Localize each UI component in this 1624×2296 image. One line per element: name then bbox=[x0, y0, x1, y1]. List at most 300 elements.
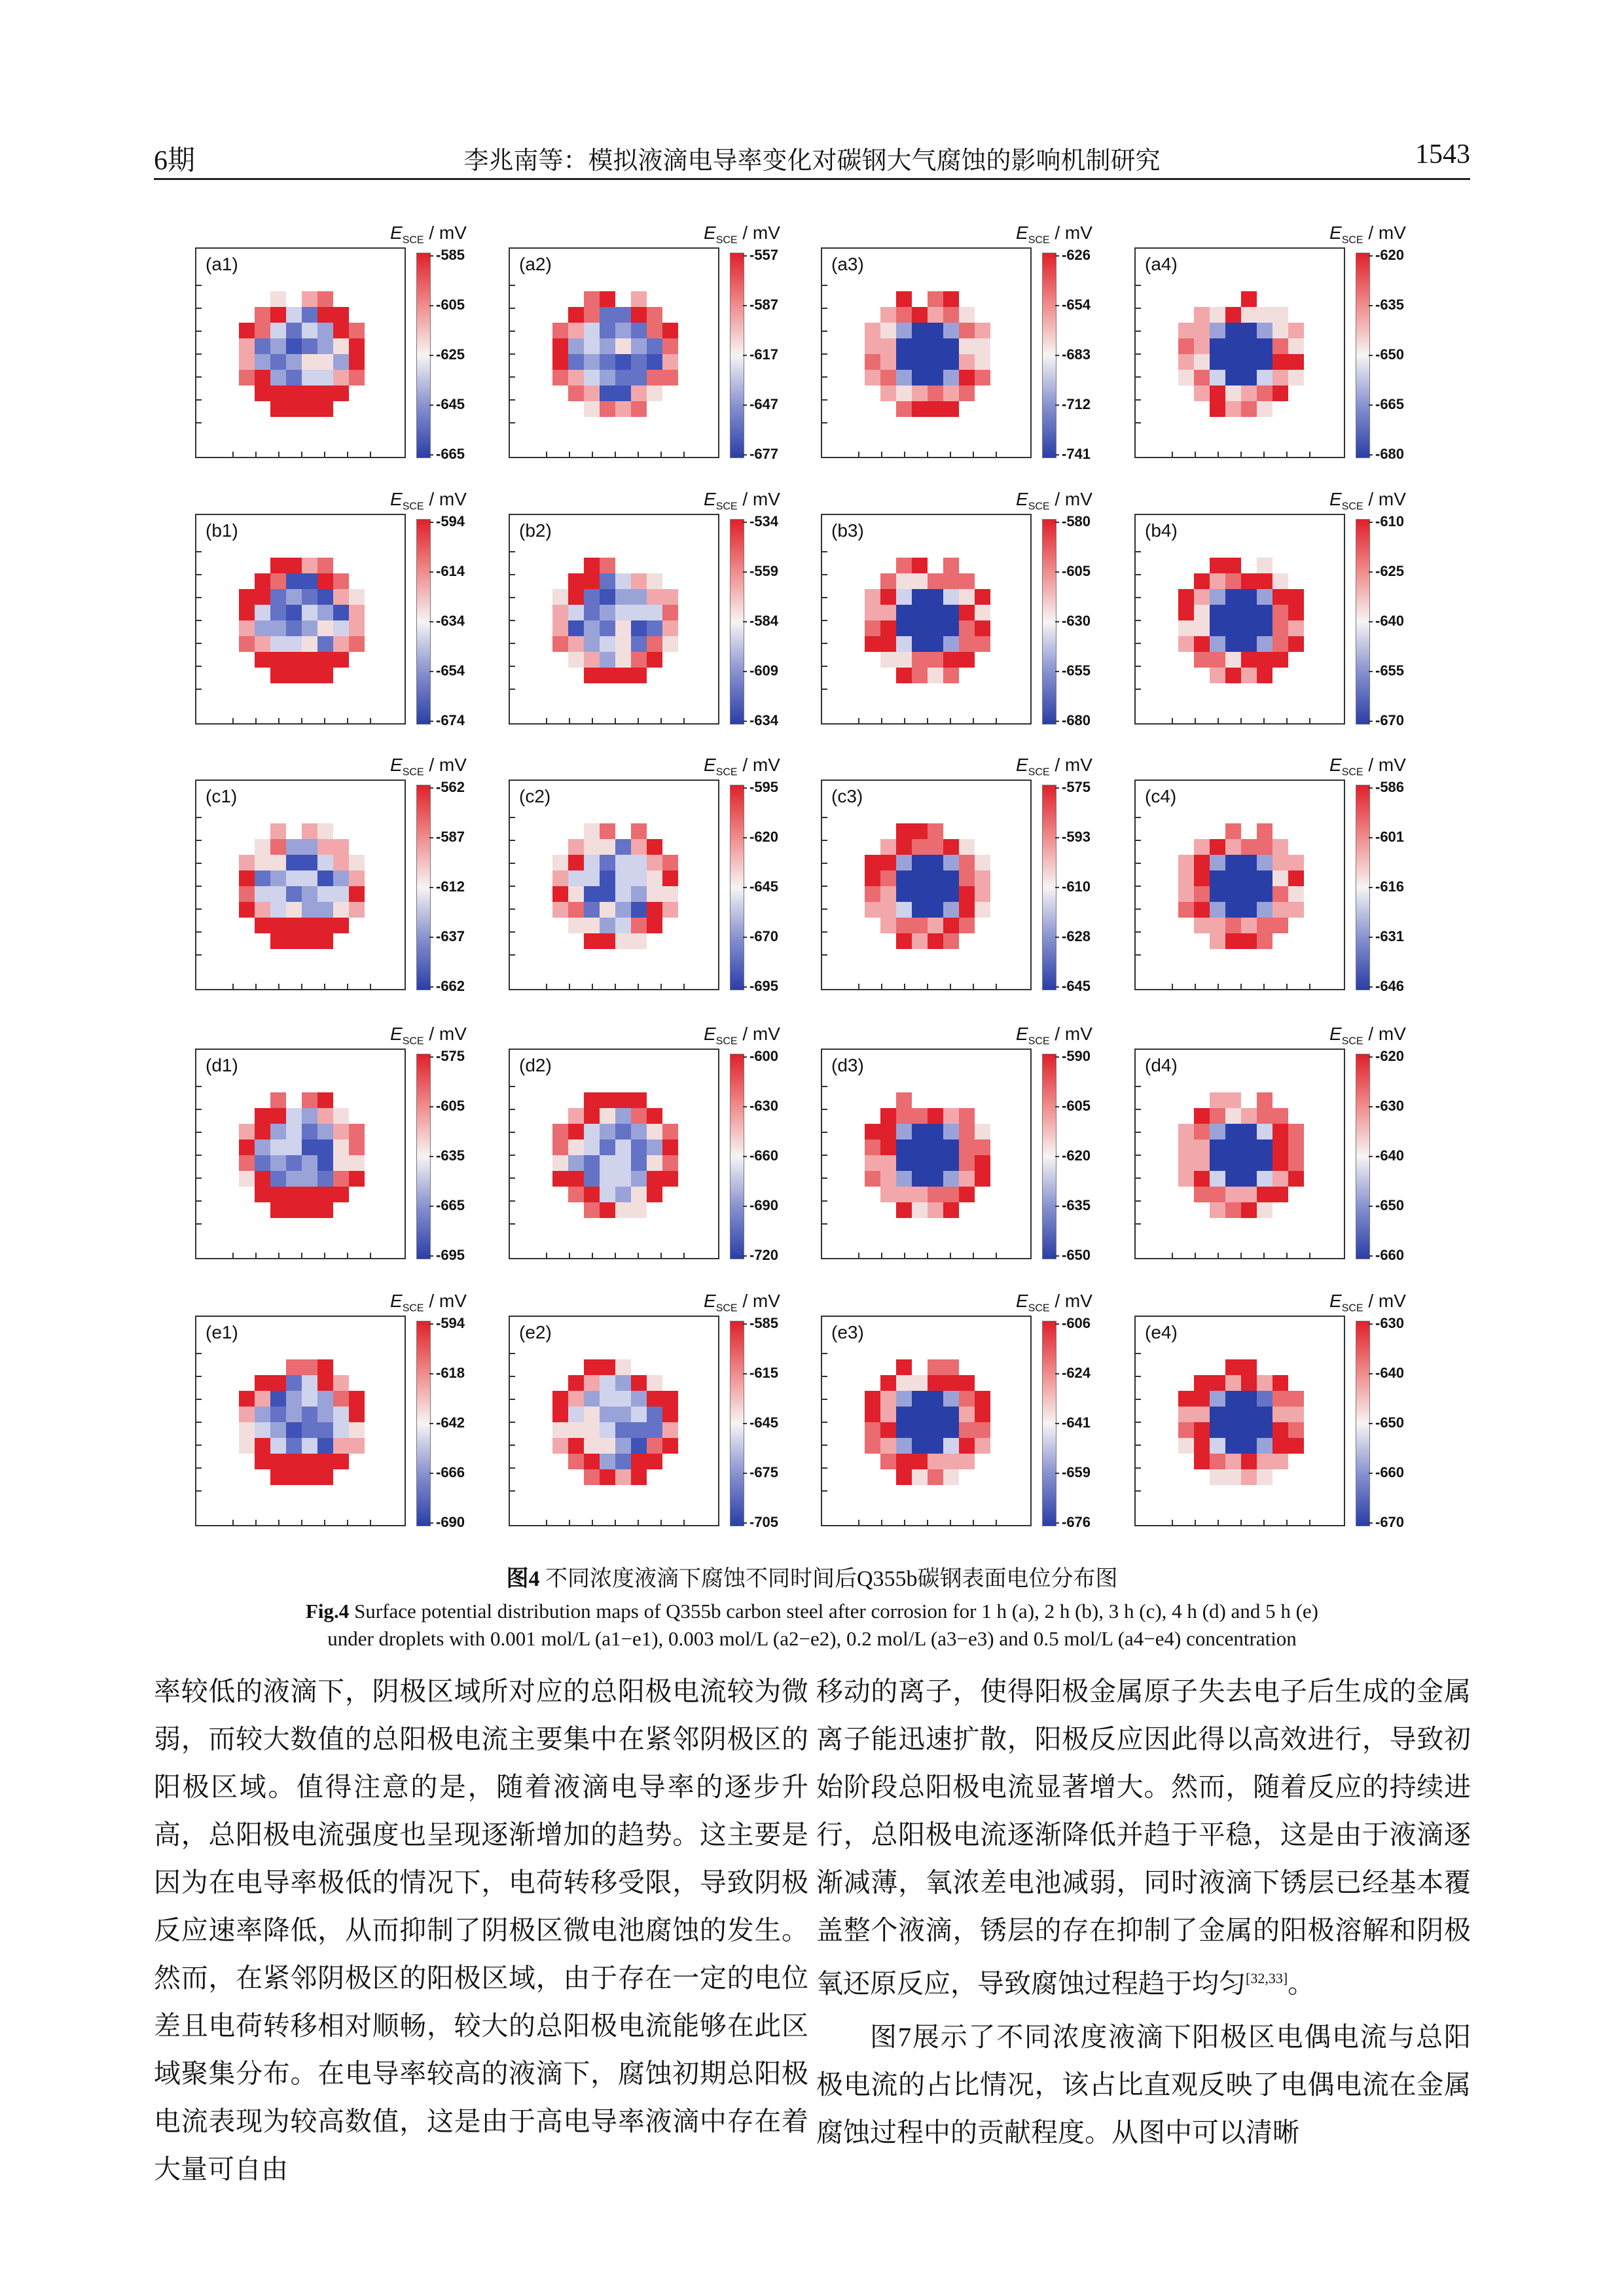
colorbar-tick-mark bbox=[1055, 1522, 1059, 1524]
heatmap-cell bbox=[333, 636, 349, 652]
potential-heatmap bbox=[239, 1359, 365, 1485]
colorbar-tick-label: -616 bbox=[1375, 878, 1405, 895]
heatmap-cell bbox=[600, 870, 615, 886]
heatmap-cell bbox=[552, 886, 568, 902]
heatmap-cell bbox=[1241, 886, 1257, 902]
heatmap-cell bbox=[1194, 573, 1210, 589]
colorbar-tick-label: -637 bbox=[436, 928, 465, 944]
unit-symbol: E bbox=[1016, 755, 1028, 775]
heatmap-cell bbox=[600, 636, 615, 652]
heatmap-cell bbox=[317, 1375, 333, 1391]
heatmap-cell bbox=[600, 1469, 615, 1485]
heatmap-cell bbox=[1225, 558, 1241, 573]
heatmap-cell bbox=[662, 1422, 678, 1438]
heatmap-cell bbox=[631, 1438, 647, 1454]
heatmap-cell bbox=[1272, 323, 1288, 338]
heatmap-cell bbox=[286, 636, 302, 652]
heatmap-cell bbox=[1272, 1108, 1288, 1124]
heatmap-cell bbox=[255, 1171, 270, 1187]
heatmap-cell bbox=[865, 354, 880, 370]
heatmap-cell bbox=[349, 1422, 365, 1438]
map-plot-area bbox=[821, 514, 1032, 725]
heatmap-cell bbox=[880, 1155, 896, 1171]
unit-subscript: SCE bbox=[715, 1035, 738, 1047]
heatmap-cell bbox=[912, 839, 928, 855]
axis-tick bbox=[1172, 1253, 1173, 1258]
axis-tick bbox=[1240, 1520, 1242, 1525]
axis-tick bbox=[196, 399, 202, 401]
colorbar-tick-mark bbox=[743, 1373, 747, 1374]
heatmap-cell bbox=[255, 1422, 270, 1438]
heatmap-cell bbox=[1194, 1108, 1210, 1124]
axis-tick bbox=[546, 1520, 547, 1525]
heatmap-cell bbox=[1288, 620, 1304, 636]
axis-tick bbox=[592, 1253, 593, 1258]
heatmap-cell bbox=[239, 1155, 255, 1171]
axis-tick bbox=[301, 1253, 302, 1258]
axis-tick bbox=[822, 399, 827, 401]
heatmap-cell bbox=[880, 636, 896, 652]
heatmap-cell bbox=[943, 1375, 959, 1391]
heatmap-cell bbox=[552, 1171, 568, 1187]
heatmap-cell bbox=[631, 605, 647, 620]
heatmap-cell bbox=[912, 870, 928, 886]
heatmap-cell bbox=[302, 620, 317, 636]
colorbar-tick-label: -665 bbox=[436, 446, 465, 462]
heatmap-cell bbox=[333, 1139, 349, 1155]
heatmap-cell bbox=[302, 401, 317, 417]
heatmap-cell bbox=[1178, 1391, 1194, 1407]
heatmap-cell bbox=[600, 1155, 615, 1171]
axis-tick bbox=[196, 285, 202, 286]
heatmap-cell bbox=[1194, 386, 1210, 401]
heatmap-cell bbox=[1225, 338, 1241, 354]
heatmap-cell bbox=[302, 902, 317, 918]
unit-symbol: E bbox=[1329, 1024, 1342, 1044]
heatmap-cell bbox=[286, 1469, 302, 1485]
heatmap-cell bbox=[912, 918, 928, 933]
heatmap-cell bbox=[959, 1187, 975, 1202]
axis-tick bbox=[1136, 954, 1141, 956]
heatmap-cell bbox=[286, 354, 302, 370]
axis-tick bbox=[1263, 1520, 1265, 1525]
heatmap-cell bbox=[584, 1359, 600, 1375]
heatmap-cell bbox=[568, 918, 584, 933]
heatmap-cell bbox=[286, 558, 302, 573]
colorbar-tick-label: -625 bbox=[436, 346, 465, 363]
heatmap-cell bbox=[317, 589, 333, 605]
heatmap-cell bbox=[880, 338, 896, 354]
colorbar-tick-label: -605 bbox=[436, 296, 465, 313]
heatmap-cell bbox=[317, 307, 333, 323]
axis-tick bbox=[232, 1520, 234, 1525]
potential-heatmap bbox=[1178, 291, 1304, 417]
unit-suffix: / mV bbox=[737, 1291, 780, 1311]
unit-subscript: SCE bbox=[1028, 234, 1050, 246]
heatmap-cell bbox=[1210, 323, 1225, 338]
axis-tick bbox=[1136, 308, 1141, 309]
map-plot-area bbox=[195, 780, 406, 990]
axis-tick bbox=[301, 718, 302, 723]
heatmap-cell bbox=[255, 370, 270, 386]
heatmap-cell bbox=[1288, 338, 1304, 354]
heatmap-cell bbox=[943, 1171, 959, 1187]
axis-tick bbox=[546, 452, 547, 457]
heatmap-cell bbox=[1225, 839, 1241, 855]
colorbar-tick-label: -614 bbox=[436, 563, 465, 579]
heatmap-cell bbox=[317, 1124, 333, 1139]
heatmap-cell bbox=[317, 1108, 333, 1124]
heatmap-cell bbox=[943, 1124, 959, 1139]
heatmap-cell bbox=[1257, 636, 1272, 652]
heatmap-cell bbox=[928, 605, 943, 620]
heatmap-cell bbox=[584, 307, 600, 323]
colorbar-tick-mark bbox=[1055, 837, 1059, 838]
axis-tick bbox=[858, 718, 859, 723]
heatmap-cell bbox=[1178, 855, 1194, 870]
colorbar-tick-label: -695 bbox=[436, 1247, 465, 1263]
heatmap-cell bbox=[1272, 338, 1288, 354]
axis-tick bbox=[324, 1253, 325, 1258]
heatmap-cell bbox=[865, 636, 880, 652]
axis-tick bbox=[615, 1520, 616, 1525]
axis-tick bbox=[510, 331, 515, 332]
heatmap-cell bbox=[302, 605, 317, 620]
axis-tick bbox=[1136, 1155, 1141, 1156]
heatmap-cell bbox=[1210, 1108, 1225, 1124]
heatmap-cell bbox=[1210, 1202, 1225, 1218]
heatmap-cell bbox=[1288, 886, 1304, 902]
unit-symbol: E bbox=[1329, 755, 1342, 775]
axis-tick bbox=[660, 452, 662, 457]
heatmap-cell bbox=[880, 620, 896, 636]
heatmap-cell bbox=[1194, 323, 1210, 338]
heatmap-cell bbox=[1272, 605, 1288, 620]
heatmap-cell bbox=[1210, 401, 1225, 417]
potential-map-panel bbox=[195, 755, 477, 994]
heatmap-cell bbox=[631, 1202, 647, 1218]
axis-tick bbox=[1136, 1353, 1141, 1354]
heatmap-cell bbox=[975, 902, 990, 918]
axis-tick bbox=[196, 1086, 202, 1087]
heatmap-cell bbox=[333, 605, 349, 620]
heatmap-cell bbox=[1288, 1171, 1304, 1187]
axis-tick bbox=[822, 1223, 827, 1225]
axis-tick bbox=[1136, 863, 1141, 864]
axis-tick bbox=[510, 422, 515, 423]
colorbar-tick-label: -677 bbox=[749, 446, 779, 462]
unit-symbol: E bbox=[704, 755, 716, 775]
heatmap-cell bbox=[600, 307, 615, 323]
colorbar-tick-mark bbox=[1369, 1473, 1373, 1474]
heatmap-cell bbox=[647, 573, 662, 589]
heatmap-cell bbox=[600, 668, 615, 683]
heatmap-cell bbox=[270, 589, 286, 605]
heatmap-cell bbox=[865, 338, 880, 354]
heatmap-cell bbox=[647, 589, 662, 605]
heatmap-cell bbox=[647, 1171, 662, 1187]
potential-map-panel bbox=[509, 489, 790, 728]
axis-tick bbox=[822, 1467, 827, 1469]
heatmap-cell bbox=[975, 1155, 990, 1171]
heatmap-cell bbox=[584, 1469, 600, 1485]
colorbar-unit bbox=[704, 489, 780, 513]
axis-tick bbox=[1136, 1444, 1141, 1446]
heatmap-cell bbox=[568, 1139, 584, 1155]
heatmap-cell bbox=[1225, 1092, 1241, 1108]
heatmap-cell bbox=[943, 1454, 959, 1469]
axis-tick bbox=[1136, 1422, 1141, 1423]
heatmap-cell bbox=[896, 870, 912, 886]
colorbar-tick-mark bbox=[1055, 671, 1059, 672]
axis-tick bbox=[569, 1253, 570, 1258]
heatmap-cell bbox=[943, 1187, 959, 1202]
heatmap-cell bbox=[959, 902, 975, 918]
colorbar-tick-label: -628 bbox=[1062, 928, 1091, 944]
unit-suffix: / mV bbox=[424, 1024, 467, 1044]
panel-label: (e4) bbox=[1145, 1322, 1178, 1342]
axis-tick bbox=[196, 863, 202, 864]
heatmap-cell bbox=[615, 1108, 631, 1124]
axis-tick bbox=[1286, 718, 1288, 723]
heatmap-cell bbox=[912, 1391, 928, 1407]
potential-map-panel bbox=[1134, 1291, 1416, 1530]
heatmap-cell bbox=[1257, 338, 1272, 354]
colorbar-tick-label: -587 bbox=[749, 296, 779, 313]
heatmap-cell bbox=[896, 668, 912, 683]
heatmap-cell bbox=[647, 636, 662, 652]
heatmap-cell bbox=[584, 401, 600, 417]
heatmap-cell bbox=[615, 386, 631, 401]
heatmap-cell bbox=[333, 1407, 349, 1422]
unit-subscript: SCE bbox=[715, 766, 738, 778]
heatmap-cell bbox=[1210, 1391, 1225, 1407]
heatmap-cell bbox=[317, 1171, 333, 1187]
heatmap-cell bbox=[255, 323, 270, 338]
colorbar-tick-label: -624 bbox=[1062, 1365, 1091, 1381]
colorbar-tick-label: -645 bbox=[436, 396, 465, 412]
heatmap-cell bbox=[959, 1139, 975, 1155]
heatmap-cell bbox=[896, 918, 912, 933]
heatmap-cell bbox=[1178, 1171, 1194, 1187]
potential-map-panel bbox=[821, 755, 1102, 994]
heatmap-cell bbox=[1178, 620, 1194, 636]
potential-heatmap bbox=[552, 1359, 678, 1485]
map-plot-area bbox=[509, 1049, 719, 1259]
panel-label: (a3) bbox=[831, 254, 864, 274]
colorbar-unit bbox=[390, 223, 467, 247]
heatmap-cell bbox=[896, 636, 912, 652]
axis-tick bbox=[881, 1253, 882, 1258]
heatmap-cell bbox=[302, 1359, 317, 1375]
heatmap-cell bbox=[552, 354, 568, 370]
axis-tick bbox=[822, 1444, 827, 1446]
heatmap-cell bbox=[270, 1438, 286, 1454]
heatmap-cell bbox=[270, 370, 286, 386]
heatmap-cell bbox=[1288, 870, 1304, 886]
axis-tick bbox=[1136, 574, 1141, 575]
heatmap-cell bbox=[615, 338, 631, 354]
heatmap-cell bbox=[349, 1438, 365, 1454]
heatmap-cell bbox=[600, 291, 615, 307]
heatmap-cell bbox=[912, 1469, 928, 1485]
heatmap-cell bbox=[1225, 401, 1241, 417]
heatmap-cell bbox=[584, 1438, 600, 1454]
heatmap-cell bbox=[615, 1171, 631, 1187]
colorbar bbox=[1042, 785, 1056, 990]
heatmap-cell bbox=[896, 1124, 912, 1139]
heatmap-cell bbox=[286, 1202, 302, 1218]
heatmap-cell bbox=[880, 902, 896, 918]
heatmap-cell bbox=[1178, 1155, 1194, 1171]
colorbar-tick-mark bbox=[743, 1206, 747, 1207]
heatmap-cell bbox=[896, 307, 912, 323]
map-plot-area bbox=[821, 247, 1032, 458]
heatmap-cell bbox=[1257, 323, 1272, 338]
heatmap-cell bbox=[928, 1375, 943, 1391]
heatmap-cell bbox=[302, 870, 317, 886]
heatmap-cell bbox=[286, 1155, 302, 1171]
heatmap-cell bbox=[662, 1171, 678, 1187]
heatmap-cell bbox=[928, 1359, 943, 1375]
heatmap-cell bbox=[1210, 1407, 1225, 1422]
colorbar-tick-mark bbox=[1055, 1423, 1059, 1424]
axis-tick bbox=[196, 353, 202, 355]
heatmap-cell bbox=[1194, 839, 1210, 855]
heatmap-cell bbox=[943, 1407, 959, 1422]
heatmap-cell bbox=[333, 589, 349, 605]
heatmap-cell bbox=[959, 839, 975, 855]
heatmap-cell bbox=[1241, 1108, 1257, 1124]
colorbar-tick-label: -665 bbox=[436, 1197, 465, 1213]
heatmap-cell bbox=[333, 918, 349, 933]
heatmap-cell bbox=[584, 589, 600, 605]
colorbar-tick-mark bbox=[1369, 1373, 1373, 1374]
heatmap-cell bbox=[302, 573, 317, 589]
heatmap-cell bbox=[928, 918, 943, 933]
heatmap-cell bbox=[615, 1438, 631, 1454]
heatmap-cell bbox=[1241, 1202, 1257, 1218]
colorbar-tick-label: -595 bbox=[749, 779, 779, 795]
heatmap-cell bbox=[1272, 1139, 1288, 1155]
colorbar-tick-mark bbox=[1369, 887, 1373, 888]
heatmap-cell bbox=[349, 870, 365, 886]
axis-tick bbox=[196, 886, 202, 887]
heatmap-cell bbox=[928, 1124, 943, 1139]
potential-map-panel bbox=[509, 223, 790, 462]
axis-tick bbox=[196, 908, 202, 910]
colorbar-tick-mark bbox=[429, 522, 433, 523]
heatmap-cell bbox=[1241, 1407, 1257, 1422]
unit-symbol: E bbox=[1016, 489, 1028, 509]
potential-heatmap bbox=[865, 291, 990, 417]
heatmap-cell bbox=[1194, 1139, 1210, 1155]
heatmap-cell bbox=[600, 652, 615, 668]
colorbar bbox=[1356, 253, 1370, 458]
heatmap-cell bbox=[1241, 855, 1257, 870]
axis-tick bbox=[822, 551, 827, 552]
heatmap-cell bbox=[1241, 918, 1257, 933]
issue-number: 6期 bbox=[154, 146, 196, 176]
heatmap-cell bbox=[286, 1454, 302, 1469]
heatmap-cell bbox=[1272, 886, 1288, 902]
heatmap-cell bbox=[239, 1139, 255, 1155]
heatmap-cell bbox=[880, 354, 896, 370]
heatmap-cell bbox=[1194, 307, 1210, 323]
heatmap-cell bbox=[865, 1391, 880, 1407]
heatmap-cell bbox=[270, 839, 286, 855]
heatmap-cell bbox=[1257, 1124, 1272, 1139]
axis-tick bbox=[858, 1253, 859, 1258]
panel-label: (a4) bbox=[1145, 254, 1178, 274]
colorbar-tick-label: -617 bbox=[749, 346, 779, 363]
potential-heatmap bbox=[865, 1359, 990, 1485]
heatmap-cell bbox=[1225, 1359, 1241, 1375]
heatmap-cell bbox=[631, 620, 647, 636]
heatmap-cell bbox=[1210, 1155, 1225, 1171]
heatmap-cell bbox=[286, 933, 302, 949]
unit-suffix: / mV bbox=[737, 1024, 780, 1044]
heatmap-cell bbox=[552, 855, 568, 870]
axis-tick bbox=[196, 840, 202, 841]
colorbar-tick-label: -705 bbox=[749, 1514, 779, 1530]
axis-tick bbox=[996, 1253, 997, 1258]
axis-tick bbox=[638, 1253, 639, 1258]
heatmap-cell bbox=[286, 386, 302, 401]
map-plot-area bbox=[821, 1049, 1032, 1259]
map-plot-area bbox=[195, 514, 406, 725]
heatmap-cell bbox=[1272, 354, 1288, 370]
heatmap-cell bbox=[600, 1359, 615, 1375]
axis-tick bbox=[1286, 452, 1288, 457]
axis-tick bbox=[927, 984, 928, 989]
axis-tick bbox=[510, 689, 515, 690]
heatmap-cell bbox=[615, 1202, 631, 1218]
heatmap-cell bbox=[880, 1407, 896, 1422]
colorbar-tick-label: -534 bbox=[749, 513, 779, 529]
axis-tick bbox=[510, 1177, 515, 1179]
colorbar-tick-mark bbox=[1369, 986, 1373, 988]
heatmap-cell bbox=[1210, 918, 1225, 933]
axis-tick bbox=[1136, 620, 1141, 621]
heatmap-cell bbox=[333, 386, 349, 401]
heatmap-cell bbox=[302, 1124, 317, 1139]
heatmap-cell bbox=[255, 307, 270, 323]
heatmap-cell bbox=[1210, 636, 1225, 652]
heatmap-cell bbox=[959, 636, 975, 652]
heatmap-cell bbox=[600, 589, 615, 605]
heatmap-cell bbox=[317, 636, 333, 652]
heatmap-cell bbox=[600, 370, 615, 386]
unit-symbol: E bbox=[1016, 1024, 1028, 1044]
heatmap-cell bbox=[1225, 1375, 1241, 1391]
colorbar-tick-label: -665 bbox=[1375, 396, 1405, 412]
heatmap-cell bbox=[943, 401, 959, 417]
heatmap-cell bbox=[349, 370, 365, 386]
heatmap-cell bbox=[1241, 636, 1257, 652]
axis-tick bbox=[683, 718, 685, 723]
heatmap-cell bbox=[912, 1171, 928, 1187]
heatmap-cell bbox=[317, 291, 333, 307]
colorbar-tick-label: -601 bbox=[1375, 829, 1405, 845]
axis-tick bbox=[822, 574, 827, 575]
heatmap-cell bbox=[1272, 1155, 1288, 1171]
axis-tick bbox=[510, 1422, 515, 1423]
heatmap-cell bbox=[662, 323, 678, 338]
axis-tick bbox=[881, 1520, 882, 1525]
heatmap-cell bbox=[1225, 918, 1241, 933]
heatmap-cell bbox=[302, 1391, 317, 1407]
